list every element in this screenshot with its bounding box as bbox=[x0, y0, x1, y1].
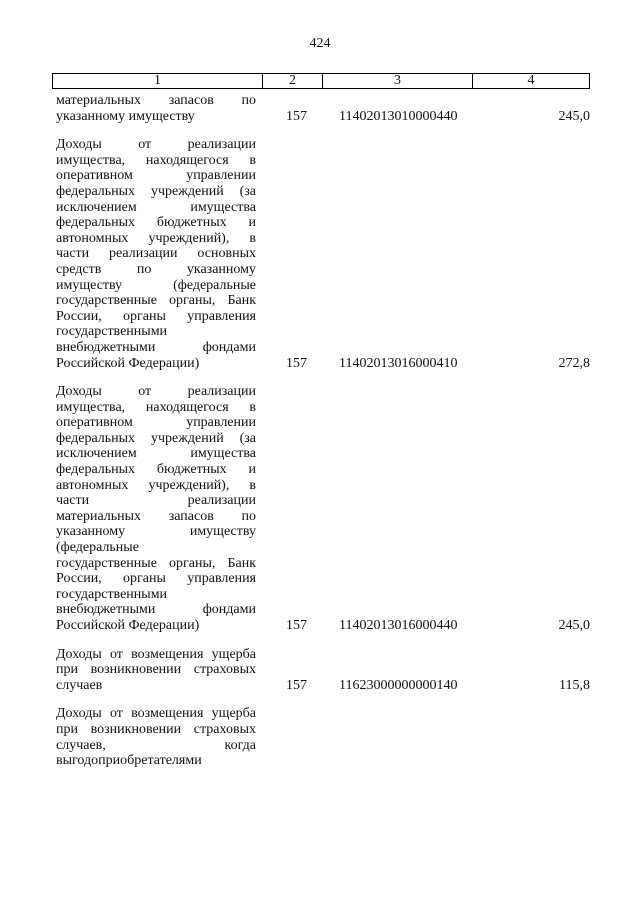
row-description bbox=[56, 93, 256, 124]
description-line: оперативном управлении bbox=[56, 168, 256, 184]
description-line: государственные органы, Банк bbox=[56, 293, 256, 309]
description-line: (федеральные bbox=[56, 540, 139, 556]
description-line: имуществу (федеральные bbox=[56, 277, 256, 293]
description-line: автономных учреждений), в bbox=[56, 477, 256, 493]
description-line: России, органы управления bbox=[56, 308, 256, 324]
row-description bbox=[56, 384, 256, 634]
description-line: случаев, когда bbox=[56, 737, 256, 753]
table-row bbox=[0, 647, 640, 694]
description-line: государственными bbox=[56, 324, 168, 340]
description-line: федеральных учреждений (за bbox=[56, 430, 256, 446]
description-line: Российской Федерации) bbox=[56, 618, 200, 633]
description-line: случаев bbox=[56, 677, 103, 693]
row-description bbox=[56, 137, 256, 371]
description-line: оперативном управлении bbox=[56, 415, 256, 431]
row-amount: 245,0 bbox=[558, 108, 590, 124]
description-line: государственные органы, Банк bbox=[56, 555, 256, 571]
description-line: указанному имуществу bbox=[56, 108, 195, 124]
description-line: автономных учреждений), в bbox=[56, 230, 256, 246]
description-line: государственными bbox=[56, 586, 168, 602]
header-col-4: 4 bbox=[527, 73, 535, 88]
row-description bbox=[56, 706, 256, 768]
description-line: выгодоприобретателями bbox=[56, 753, 202, 769]
description-line: при возникновении страховых bbox=[56, 721, 256, 737]
description-line: внебюджетными фондами bbox=[56, 339, 256, 355]
description-line: России, органы управления bbox=[56, 571, 256, 587]
description-line: федеральных бюджетных и bbox=[56, 215, 256, 231]
row-amount: 272,8 bbox=[558, 355, 590, 371]
description-line: имущества, находящегося в bbox=[56, 399, 256, 415]
description-line: указанному имуществу bbox=[56, 524, 256, 540]
description-line: исключением имущества bbox=[56, 446, 256, 462]
description-line: имущества, находящегося в bbox=[56, 152, 256, 168]
table-row bbox=[0, 137, 640, 371]
description-line: федеральных бюджетных и bbox=[56, 462, 256, 478]
table-header bbox=[52, 73, 590, 89]
description-line: материальных запасов по bbox=[56, 93, 256, 108]
description-line: Доходы от возмещения ущерба bbox=[56, 706, 256, 722]
description-line: средств по указанному bbox=[56, 261, 256, 277]
row-code-budget: 11402013016000410 bbox=[339, 355, 458, 371]
description-line: Российской Федерации) bbox=[56, 355, 200, 371]
page-number: 424 bbox=[309, 36, 331, 51]
header-col-3: 3 bbox=[323, 74, 473, 88]
table-body bbox=[0, 93, 640, 769]
row-code-budget: 11623000000000140 bbox=[339, 677, 458, 693]
row-amount: 115,8 bbox=[559, 677, 590, 693]
table-row bbox=[0, 384, 640, 634]
description-line: части реализации основных bbox=[56, 246, 256, 262]
row-description bbox=[56, 647, 256, 694]
description-line: внебюджетными фондами bbox=[56, 602, 256, 618]
header-col-1: 1 bbox=[53, 74, 263, 88]
row-code-budget: 11402013016000440 bbox=[339, 618, 458, 633]
description-line: материальных запасов по bbox=[56, 508, 256, 524]
row-code-budget: 11402013010000440 bbox=[339, 108, 458, 124]
header-col-2: 2 bbox=[263, 74, 323, 88]
row-code-admin: 157 bbox=[286, 677, 307, 693]
description-line: Доходы от реализации bbox=[56, 137, 256, 153]
row-amount: 245,0 bbox=[558, 618, 590, 633]
description-line: при возникновении страховых bbox=[56, 662, 256, 678]
description-line: Доходы от реализации bbox=[56, 384, 256, 400]
description-line: части реализации bbox=[56, 493, 256, 509]
row-code-admin: 157 bbox=[286, 355, 307, 371]
description-line: федеральных учреждений (за bbox=[56, 183, 256, 199]
table-row bbox=[0, 706, 640, 768]
description-line: исключением имущества bbox=[56, 199, 256, 215]
description-line: Доходы от возмещения ущерба bbox=[56, 646, 256, 662]
row-code-admin: 157 bbox=[286, 108, 307, 124]
row-code-admin: 157 bbox=[286, 618, 307, 633]
table-row bbox=[0, 93, 640, 124]
